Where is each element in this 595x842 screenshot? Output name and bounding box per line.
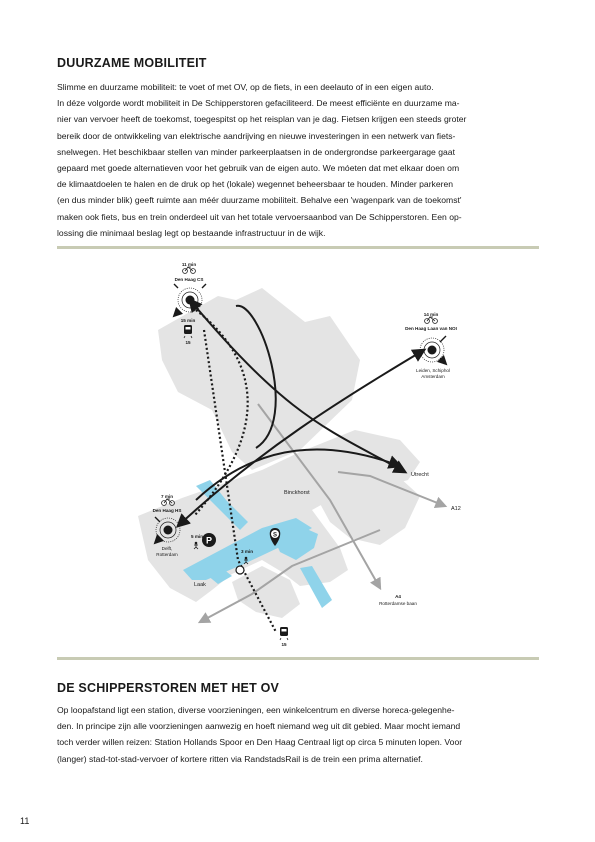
- body-line: bereik door de ontwikkeling van elektrische aandrijving en nieuwe investeringen in een netwerk van fiets-: [57, 130, 456, 141]
- tram-stop-icon: [236, 566, 244, 574]
- label-a4: A4: [395, 594, 401, 599]
- section-body-ov: [57, 702, 540, 767]
- parking-icon[interactable]: [202, 533, 216, 547]
- body-line: nier van vervoer heeft de toekomst, toegespitst op het reisplan van je dag. Fietsen krijgen een steeds groter: [57, 114, 467, 125]
- body-line: (en dus minder blik) geeft ruimte aan méér duurzame mobiliteit. Behalve een 'wagenpark van de toekomst': [57, 195, 462, 206]
- station-destinations: Amsterdam: [421, 374, 445, 379]
- station-destinations: Delft,: [161, 546, 173, 551]
- station-time: 7 min: [161, 494, 173, 499]
- svg-text:P: P: [205, 535, 213, 546]
- walk-time: 5 min: [191, 534, 203, 539]
- label-a12: A12: [451, 506, 461, 512]
- svg-text:S: S: [272, 532, 278, 539]
- train-icon: [280, 627, 288, 640]
- station-name: Den Haag Laan van NOI: [405, 326, 457, 331]
- train-code: 15: [281, 642, 287, 647]
- body-line: In déze volgorde wordt mobiliteit in De Schipperstoren gefaciliteerd. De meest efficiënte en duurzame ma-: [57, 98, 460, 109]
- body-line: de klimaatdoelen te halen en de druk op het (lokale) wegennet beheersbaar te houden. Minder parkeren: [57, 179, 454, 190]
- body-line: gepaard met goede alternatieven voor het gebruik van de eigen auto. We móeten dat met elkaar doen om: [57, 163, 460, 174]
- body-line: Slimme en duurzame mobiliteit: te voet of met OV, op de fiets, in een deelauto of in een eigen auto.: [57, 82, 434, 92]
- body-line: maken ook fiets, bus en trein onderdeel uit van het totale vervoersaanbod van De Schipperstoren. Een op-: [57, 211, 462, 222]
- radiating-station-icon: [420, 336, 446, 364]
- train-time: 15 min: [180, 318, 196, 323]
- page-number: 11: [20, 816, 30, 826]
- label-laak: Laak: [194, 582, 206, 588]
- station-name: Den Haag CS: [174, 277, 204, 282]
- station-time: 11 min: [181, 262, 197, 267]
- train-code: 15: [185, 340, 191, 345]
- body-line: lossing die minimaal beslag legt op bestaande infrastructuur in de wijk.: [57, 227, 326, 238]
- station-time: 14 min: [423, 312, 439, 317]
- station-destinations: Leiden, Schiphol: [416, 368, 450, 373]
- section-heading-duurzame-mobiliteit: DUURZAME MOBILITEIT: [57, 56, 207, 70]
- bicycle-icon: [425, 317, 438, 323]
- body-line: (langer) stad-tot-stad-vervoer of kortere ritten via RandstadsRail is de trein een prima alternatief.: [57, 753, 423, 764]
- label-utrecht: Utrecht: [411, 472, 429, 478]
- tram-walk-time: 3 min: [241, 549, 253, 554]
- body-line: den. In principe zijn alle voorzieningen aanwezig en hoeft niemand weg uit dit gebied. Maar mocht iemand: [57, 721, 461, 732]
- section-heading-ov: DE SCHIPPERSTOREN MET HET OV: [57, 681, 280, 695]
- label-a4-name: Rotterdamse baan: [379, 601, 417, 606]
- station-name: Den Haag HS: [152, 508, 182, 513]
- body-line: Op loopafstand ligt een station, diverse voorzieningen, een winkelcentrum en diverse horeca-gelegenhe-: [57, 705, 455, 715]
- body-line: snelwegen. Het beschikbaar stellen van minder parkeerplaatsen in de ondergrondse parkeergarage gaat: [57, 146, 455, 157]
- label-binckhorst: Binckhorst: [284, 490, 310, 496]
- divider-bottom: [57, 657, 539, 660]
- bicycle-icon: [183, 267, 196, 273]
- station-destinations: Rotterdam: [156, 552, 178, 557]
- body-line: toch verder willen reizen: Station Hollands Spoor en Den Haag Centraal ligt op circa 5 minuten lopen. Voor: [57, 737, 463, 748]
